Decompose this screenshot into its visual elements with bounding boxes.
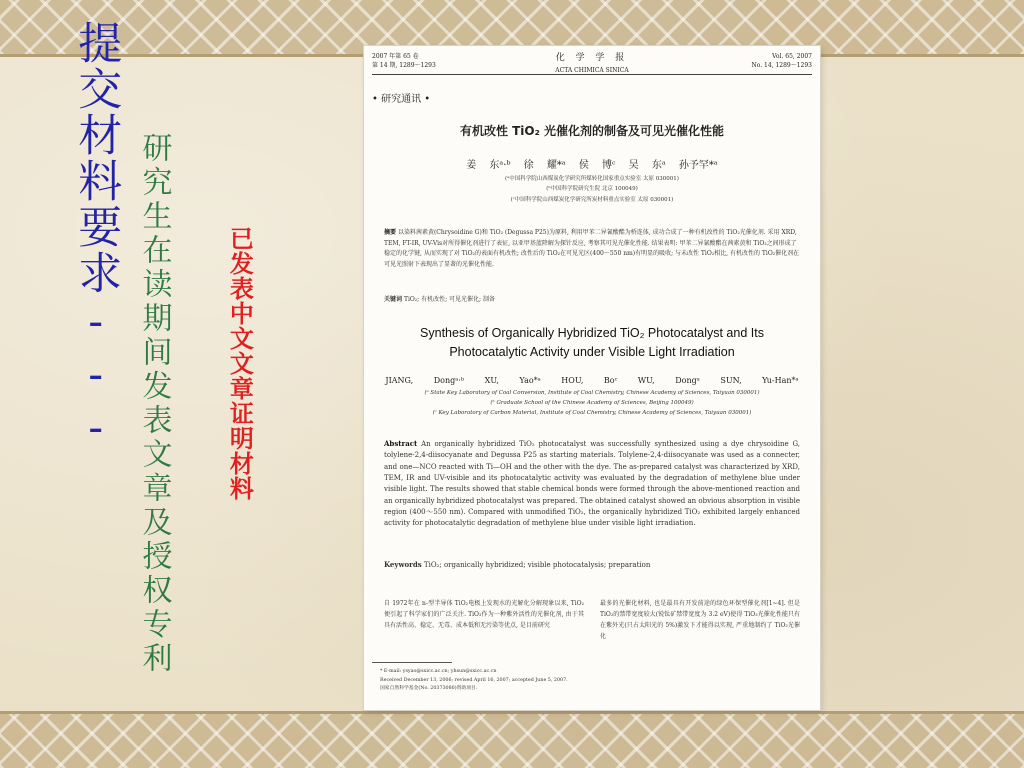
cn-affiliation: (ᵃ中国科学院山西煤炭化学研究所煤转化国家重点实验室 太原 030001) (505, 176, 679, 182)
en-keywords-text: TiO₂; organically hybridized; visible photocatalysis; preparation (423, 561, 651, 569)
section-label: • 研究通讯 • (372, 94, 431, 105)
en-abstract-label: Abstract (384, 439, 418, 448)
en-authors: JIANG, Dongᵃ·ᵇ XU, Yao*ᵃ HOU, Boᶜ WU, Dongᵃ SUN, Yu-Han*ᵃ (385, 376, 799, 385)
journal-name-cn: 化 学 学 报 (555, 53, 629, 63)
footnote-received: Received December 13, 2006; revised April 16, 2007; accepted June 5, 2007. (380, 677, 568, 683)
en-title-line: Photocatalytic Activity under Visible Light Irradiation (449, 344, 735, 359)
footnotes (380, 668, 800, 694)
en-title-line: Synthesis of Organically Hybridized TiO₂ Photocatalyst and Its (420, 326, 764, 340)
footnote-email: * E-mail: ysyao@sxicc.ac.cn; yhsun@sxicc.ac.cn (380, 669, 497, 674)
journal-name-en: ACTA CHIMICA SINICA (555, 66, 629, 74)
border-rule-bottom (0, 711, 1024, 714)
en-affiliation: (ᵃ State Key Laboratory of Coal Conversion, Institute of Coal Chemistry, Chinese Academy of Sciences, Taiyuan 030001) (424, 390, 760, 396)
cn-title: 有机改性 TiO₂ 光催化剂的制备及可见光催化性能 (459, 124, 725, 138)
cn-abstract (384, 228, 800, 270)
subtitle: 研究生在读期间发表文章及授权专利 (136, 132, 172, 676)
header-center (372, 52, 812, 75)
en-keywords (384, 560, 800, 569)
body-column-right: 最多的光催化材料, 也是最具有开发前途的绿色环保型催化剂[1~4]. 但是 TiO₂的禁带宽度较大(锐钛矿禁带宽度为 3.2 eV)使得 TiO₂光催化性能只有在紫外光(只占太阳光的 5%)激发下才能得以实现, 严重地制约了 TiO₂光催化 (600, 600, 800, 641)
cn-abstract-label: 摘要 (384, 229, 397, 236)
cn-keywords-label: 关键词 (384, 296, 403, 303)
cn-keywords-text: TiO₂; 有机改性; 可见光催化; 制备 (403, 296, 495, 303)
en-affiliation: (ᵇ Graduate School of the Chinese Academy of Sciences, Beijing 100049) (490, 399, 694, 406)
header-right (751, 52, 812, 70)
header-issue-en: No. 14, 1289～1293 (751, 62, 812, 69)
cn-affiliations (394, 174, 790, 205)
cn-keywords (384, 294, 800, 303)
cn-authors: 姜 东ᵃ·ᵇ 徐 耀*ᵃ 侯 博ᶜ 吴 东ᵃ 孙予罕*ᵃ (466, 160, 718, 171)
header-volume-en: Vol. 65, 2007 (772, 53, 812, 60)
body-column-left: 自 1972年在 n-型半导体 TiO₂电极上发现水的光解化分解现象以来, TiO₂便引起了科学家们的广泛关注. TiO₂作为一种紫外活性的光催化剂, 由于其具有活性高、稳定、无毒、成本低和无污染等优点, 是目前研究 (384, 600, 584, 630)
en-abstract-text: An organically hybridized TiO₂ photocatalyst was successfully synthesized using a dye chrysoidine G, tolylene-2,4-diisocyanate and Degussa P25 as starting materials. Tolylene-2,4-diisocyanate was used as a connecter, and one—NCO reacted with Ti—OH and the other with the dye. The as-prepared catalyst was characterized by XRD, TEM, IR and UV-visible and its photocatalytic activity was evaluated by the degradation of methylene blue under visible light. The results showed that stable chemical bonds were formed through the above-mentioned reaction and an organically hybridized photocatalyst was prepared. The obtained catalyst showed an obvious absorption in visible region (400～550 nm). Compared with unmodified TiO₂, the organically hybridized TiO₂ exhibited largely enhanced activity for photocatalytic degradation of methylene blue under visible light irradiation. (384, 440, 801, 528)
header-rule (372, 74, 812, 75)
en-title (384, 324, 800, 362)
cn-affiliation: (ᶜ中国科学院山西煤炭化学研究所炭材料重点实验室 太原 030001) (510, 196, 674, 203)
paper-header (372, 52, 812, 74)
footnote-fund: 国家自然科学基金(No. 20373080)资助项目. (380, 686, 478, 692)
en-affiliations (384, 389, 800, 419)
en-affiliation: (ᶜ Key Laboratory of Carbon Material, Institute of Coal Chemistry, Chinese Academy of Sciences, Taiyuan 030001) (432, 409, 752, 416)
header-volume: 2007 年第 65 卷 (372, 53, 419, 60)
en-keywords-label: Keywords (384, 560, 422, 569)
en-abstract (384, 438, 800, 530)
paper-image (364, 46, 820, 710)
cn-abstract-text: 以染料茜素黄(Chrysoidine G)和 TiO₂ (Degussa P25)为原料, 利用甲苯二异氰酸酯为桥连体, 成功合成了一种有机改性的 TiO₂光催化剂. 采用 XRD, TEM, FT-IR, UV-Vis对所得催化剂进行了表征, 以亚甲基蓝降解为探针反应, 考察其可见光催化性能. 结果表明: 甲苯二异氰酸酯在茜素黄和 TiO₂之间形成了稳定的化学键, 从而实现了对 TiO₂的表面有机改性; 改性后的 TiO₂在可见光区(400～550 nm)有明显的吸收; 与未改性 TiO₂相比, 有机改性的 TiO₂催化剂在可见光照射下表现出了显著的光催化性能. (384, 229, 800, 268)
main-title: 提交材料要求--- (70, 20, 122, 455)
footnote-rule (372, 662, 452, 663)
decorative-border-bottom (0, 714, 1024, 768)
red-annotation: 已发表中文文章证明材料 (225, 226, 255, 501)
header-issue: 第 14 期, 1289～1293 (372, 62, 436, 69)
cn-affiliation: (ᵇ中国科学院研究生院 北京 100049) (546, 186, 638, 193)
